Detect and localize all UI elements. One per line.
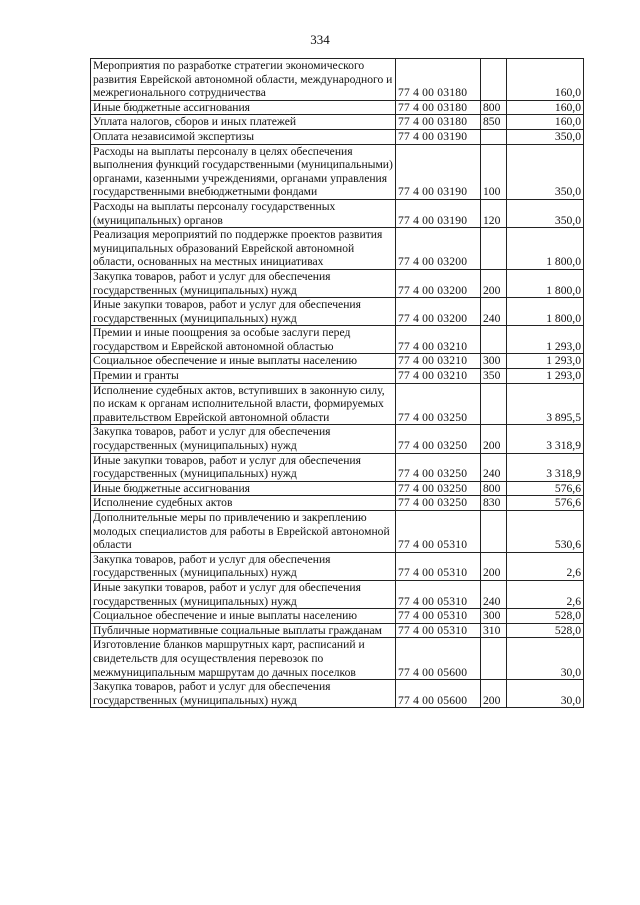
cell-code: 77 4 00 03250 [396, 496, 481, 511]
cell-expense-type: 100 [481, 144, 507, 199]
cell-name: Расходы на выплаты персоналу в целях обеспечения выполнения функций государственными (муниципальными) органами, казенными учреждениями, органами управления государственными внебюджетными фондами [91, 144, 396, 199]
table-row [91, 638, 584, 680]
cell-name: Реализация мероприятий по поддержке проектов развития муниципальных образований Еврейской автономной области, основанных на местных инициативах [91, 228, 396, 270]
cell-code: 77 4 00 03250 [396, 481, 481, 496]
cell-code: 77 4 00 03190 [396, 199, 481, 227]
cell-amount: 160,0 [507, 59, 584, 101]
cell-expense-type [481, 326, 507, 354]
table-row [91, 354, 584, 369]
cell-code: 77 4 00 05600 [396, 680, 481, 708]
cell-amount: 2,6 [507, 580, 584, 608]
cell-code: 77 4 00 03200 [396, 298, 481, 326]
table-row [91, 580, 584, 608]
cell-amount: 3 318,9 [507, 453, 584, 481]
cell-amount: 3 318,9 [507, 425, 584, 453]
cell-expense-type [481, 59, 507, 101]
table-row [91, 511, 584, 553]
cell-code: 77 4 00 03250 [396, 453, 481, 481]
cell-code: 77 4 00 03210 [396, 326, 481, 354]
cell-code: 77 4 00 03210 [396, 369, 481, 384]
cell-name: Закупка товаров, работ и услуг для обеспечения государственных (муниципальных) нужд [91, 425, 396, 453]
cell-code: 77 4 00 03180 [396, 100, 481, 115]
cell-expense-type [481, 511, 507, 553]
cell-expense-type: 240 [481, 580, 507, 608]
cell-amount: 576,6 [507, 496, 584, 511]
table-row [91, 552, 584, 580]
cell-name: Иные закупки товаров, работ и услуг для обеспечения государственных (муниципальных) нужд [91, 453, 396, 481]
budget-table-body [91, 59, 584, 708]
cell-code: 77 4 00 05600 [396, 638, 481, 680]
cell-code: 77 4 00 03200 [396, 269, 481, 297]
cell-amount: 1 293,0 [507, 369, 584, 384]
cell-code: 77 4 00 05310 [396, 580, 481, 608]
cell-name: Премии и гранты [91, 369, 396, 384]
cell-name: Изготовление бланков маршрутных карт, расписаний и свидетельств для осуществления перевозок по межмуниципальным маршрутам до дачных поселков [91, 638, 396, 680]
cell-expense-type: 800 [481, 100, 507, 115]
cell-name: Исполнение судебных актов [91, 496, 396, 511]
cell-name: Исполнение судебных актов, вступивших в законную силу, по искам к органам исполнительной власти, формируемых правительством Еврейской автономной области [91, 383, 396, 425]
cell-expense-type: 200 [481, 425, 507, 453]
table-row [91, 481, 584, 496]
cell-expense-type: 200 [481, 552, 507, 580]
table-row [91, 298, 584, 326]
table-row [91, 453, 584, 481]
cell-name: Иные закупки товаров, работ и услуг для обеспечения государственных (муниципальных) нужд [91, 298, 396, 326]
cell-amount: 1 293,0 [507, 354, 584, 369]
cell-name: Премии и иные поощрения за особые заслуги перед государством и Еврейской автономной областью [91, 326, 396, 354]
cell-amount: 1 800,0 [507, 228, 584, 270]
cell-name: Расходы на выплаты персоналу государственных (муниципальных) органов [91, 199, 396, 227]
cell-name: Иные бюджетные ассигнования [91, 481, 396, 496]
cell-expense-type [481, 129, 507, 144]
cell-amount: 528,0 [507, 623, 584, 638]
cell-code: 77 4 00 03200 [396, 228, 481, 270]
table-row [91, 59, 584, 101]
page-number: 334 [310, 32, 330, 47]
cell-name: Социальное обеспечение и иные выплаты населению [91, 609, 396, 624]
cell-amount: 160,0 [507, 100, 584, 115]
table-row [91, 326, 584, 354]
table-row [91, 100, 584, 115]
cell-code: 77 4 00 03190 [396, 144, 481, 199]
cell-amount: 576,6 [507, 481, 584, 496]
cell-name: Мероприятия по разработке стратегии экономического развития Еврейской автономной области, международного и межрегионального сотрудничества [91, 59, 396, 101]
table-row [91, 425, 584, 453]
table-row [91, 369, 584, 384]
cell-expense-type: 300 [481, 609, 507, 624]
cell-amount: 1 800,0 [507, 269, 584, 297]
cell-expense-type [481, 383, 507, 425]
cell-expense-type: 310 [481, 623, 507, 638]
cell-name: Публичные нормативные социальные выплаты гражданам [91, 623, 396, 638]
table-row [91, 269, 584, 297]
cell-expense-type: 120 [481, 199, 507, 227]
table-row [91, 383, 584, 425]
cell-code: 77 4 00 03250 [396, 383, 481, 425]
cell-amount: 30,0 [507, 680, 584, 708]
cell-expense-type: 800 [481, 481, 507, 496]
cell-amount: 1 800,0 [507, 298, 584, 326]
table-row [91, 129, 584, 144]
cell-expense-type: 850 [481, 115, 507, 130]
cell-name: Иные бюджетные ассигнования [91, 100, 396, 115]
table-row [91, 609, 584, 624]
cell-expense-type: 300 [481, 354, 507, 369]
table-row [91, 623, 584, 638]
table-row [91, 199, 584, 227]
cell-expense-type [481, 638, 507, 680]
budget-table [90, 58, 584, 708]
cell-amount: 160,0 [507, 115, 584, 130]
cell-code: 77 4 00 03250 [396, 425, 481, 453]
cell-name: Социальное обеспечение и иные выплаты населению [91, 354, 396, 369]
cell-code: 77 4 00 03190 [396, 129, 481, 144]
cell-amount: 350,0 [507, 129, 584, 144]
cell-name: Уплата налогов, сборов и иных платежей [91, 115, 396, 130]
cell-name: Закупка товаров, работ и услуг для обеспечения государственных (муниципальных) нужд [91, 680, 396, 708]
cell-code: 77 4 00 05310 [396, 511, 481, 553]
cell-name: Дополнительные меры по привлечению и закреплению молодых специалистов для работы в Еврейской автономной области [91, 511, 396, 553]
cell-expense-type [481, 228, 507, 270]
cell-expense-type: 240 [481, 453, 507, 481]
cell-amount: 350,0 [507, 144, 584, 199]
cell-code: 77 4 00 05310 [396, 623, 481, 638]
cell-amount: 528,0 [507, 609, 584, 624]
cell-expense-type: 240 [481, 298, 507, 326]
cell-expense-type: 200 [481, 680, 507, 708]
table-row [91, 228, 584, 270]
cell-amount: 3 895,5 [507, 383, 584, 425]
cell-name: Иные закупки товаров, работ и услуг для обеспечения государственных (муниципальных) нужд [91, 580, 396, 608]
cell-code: 77 4 00 05310 [396, 552, 481, 580]
cell-expense-type: 830 [481, 496, 507, 511]
cell-amount: 530,6 [507, 511, 584, 553]
cell-name: Закупка товаров, работ и услуг для обеспечения государственных (муниципальных) нужд [91, 269, 396, 297]
table-row [91, 144, 584, 199]
cell-amount: 2,6 [507, 552, 584, 580]
table-row [91, 496, 584, 511]
cell-amount: 30,0 [507, 638, 584, 680]
cell-code: 77 4 00 03180 [396, 59, 481, 101]
cell-amount: 350,0 [507, 199, 584, 227]
table-row [91, 680, 584, 708]
cell-code: 77 4 00 03180 [396, 115, 481, 130]
cell-name: Оплата независимой экспертизы [91, 129, 396, 144]
cell-name: Закупка товаров, работ и услуг для обеспечения государственных (муниципальных) нужд [91, 552, 396, 580]
cell-amount: 1 293,0 [507, 326, 584, 354]
cell-expense-type: 350 [481, 369, 507, 384]
cell-code: 77 4 00 03210 [396, 354, 481, 369]
cell-code: 77 4 00 05310 [396, 609, 481, 624]
cell-expense-type: 200 [481, 269, 507, 297]
table-row [91, 115, 584, 130]
